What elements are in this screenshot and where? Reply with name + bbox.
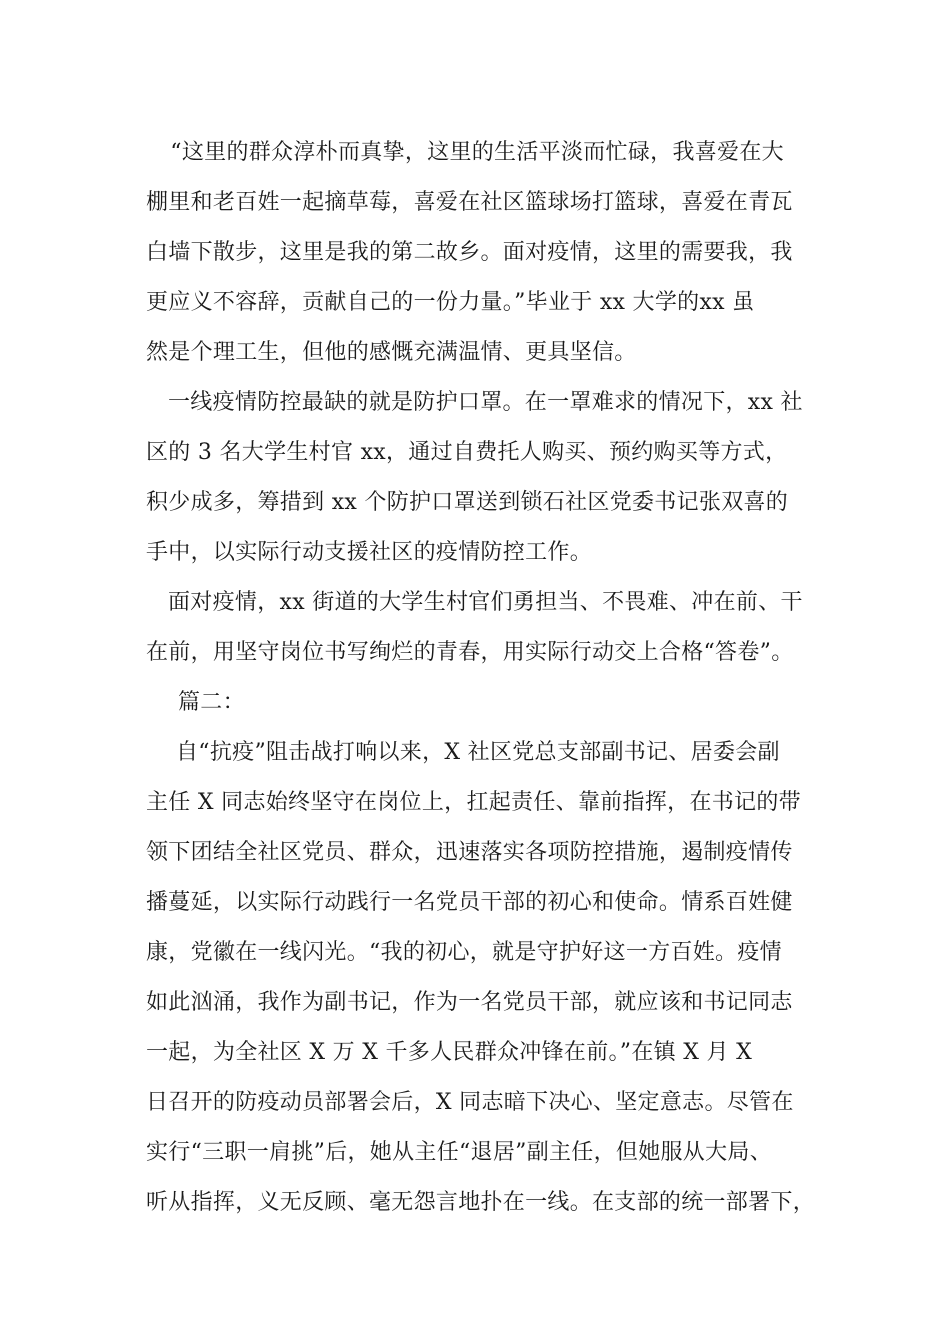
paragraph-line: 积少成多，筹措到 xx 个防护口罩送到锁石社区党委书记张双喜的 <box>146 490 789 515</box>
paragraph-line: 区的 3 名大学生村官 xx，通过自费托人购买、预约购买等方式， <box>146 440 788 465</box>
paragraph-line: 一线疫情防控最缺的就是防护口罩。在一罩难求的情况下，xx 社 <box>168 390 803 415</box>
paragraph-line: 听从指挥，义无反顾、毫无怨言地扑在一线。在支部的统一部署下， <box>146 1190 816 1215</box>
paragraph-line: 如此汹涌，我作为副书记，作为一名党员干部，就应该和书记同志 <box>146 990 793 1015</box>
paragraph-line: 领下团结全社区党员、群众，迅速落实各项防控措施，遏制疫情传 <box>146 840 793 865</box>
paragraph-line: 一起，为全社区 X 万 X 千多人民群众冲锋在前。”在镇 X 月 X <box>146 1040 753 1065</box>
paragraph-line: 日召开的防疫动员部署会后，X 同志暗下决心、坚定意志。尽管在 <box>146 1090 794 1115</box>
paragraph-line: 实行“三职一肩挑”后，她从主任“退居”副主任，但她服从大局、 <box>146 1140 772 1165</box>
paragraph-line: 白墙下散步，这里是我的第二故乡。面对疫情，这里的需要我，我 <box>146 240 793 265</box>
paragraph-line: 更应义不容辞，贡献自己的一份力量。”毕业于 xx 大学的xx 虽 <box>146 290 755 315</box>
paragraph-line: 棚里和老百姓一起摘草莓，喜爱在社区篮球场打篮球，喜爱在青瓦 <box>146 190 793 215</box>
section-heading: 篇二： <box>178 690 245 715</box>
paragraph-line: 手中，以实际行动支援社区的疫情防控工作。 <box>146 540 593 565</box>
paragraph-line: 面对疫情，xx 街道的大学生村官们勇担当、不畏难、冲在前、干 <box>168 590 803 615</box>
paragraph-line: 康，党徽在一线闪光。“我的初心，就是守护好这一方百姓。疫情 <box>146 940 782 965</box>
paragraph-line: 播蔓延，以实际行动践行一名党员干部的初心和使命。情系百姓健 <box>146 890 793 915</box>
paragraph-line: 主任 X 同志始终坚守在岗位上，扛起责任、靠前指挥，在书记的带 <box>146 790 801 815</box>
paragraph-line: 在前，用坚守岗位书写绚烂的青春，用实际行动交上合格“答卷”。 <box>146 640 794 665</box>
paragraph-line: “这里的群众淳朴而真挚，这里的生活平淡而忙碌，我喜爱在大 <box>148 140 784 165</box>
paragraph-line: 然是个理工生，但他的感慨充满温情、更具坚信。 <box>146 340 637 365</box>
paragraph-line: 自“抗疫”阻击战打响以来，X 社区党总支部副书记、居委会副 <box>176 740 780 765</box>
